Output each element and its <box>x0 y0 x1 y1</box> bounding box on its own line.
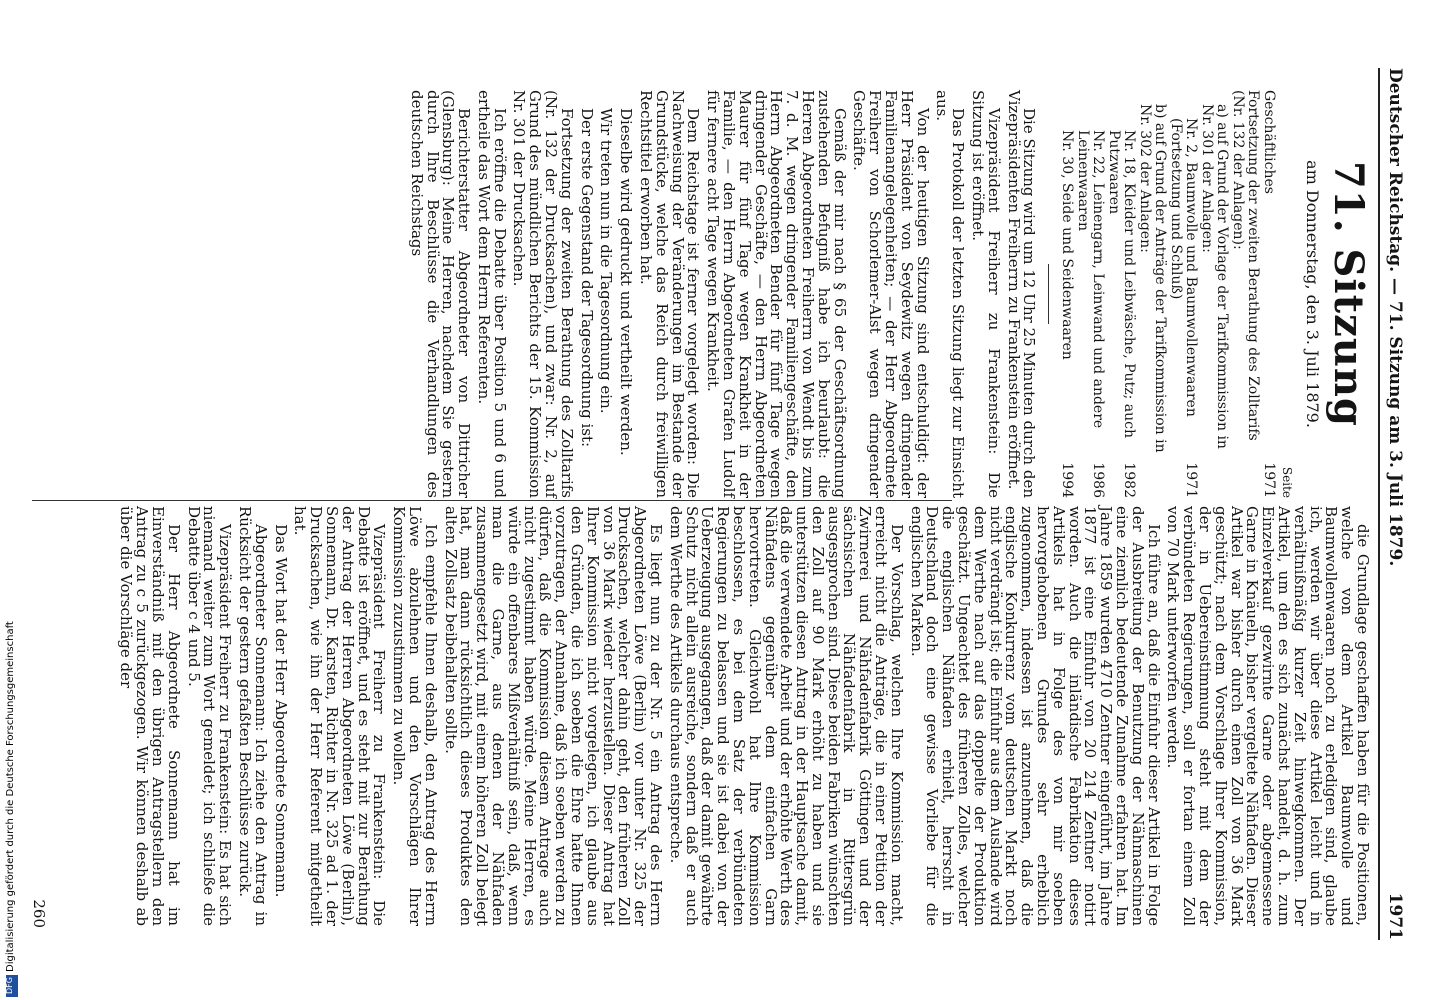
toc-item-text: Nr. 2, Baumwolle und Baumwollenwaaren (Fortsetzung und Schluß) <box>1168 118 1200 417</box>
toc-item <box>1199 90 1229 498</box>
toc-item <box>1137 90 1167 498</box>
paragraph: Ich führe an, daß die Einfuhr dieser Artikel in Folge der Ausbreitung der Benutzung der Nähmaschinen eine ziemlich bedeutende Zunahme erfahren hat. Im Jahre 1859 wurden 4710 Zentner eingeführt, im Jahre 1877 ist eine Einfuhr von 20 214 Zentner notirt worden. Auch die inländische Fabrikation dieses Artikels hat in Folge des von mir soeben hervorgehobenen Grundes sehr erheblich zugenommen, indessen ist anzunehmen, daß die englische Konkurrenz vom deutschen Markt noch nicht verdrängt ist; die Einfuhr aus dem Auslande wird dem Werthe nach auf das doppelte der Produktion geschätzt. Ungeachtet des früheren Zolles, welcher die englischen Nähfaden erhielt, herrscht in Deutschland doch eine gewisse Vorliebe für die englischen Marken. <box>907 506 1163 927</box>
left-column <box>60 90 1370 498</box>
paragraph: Vizepräsident Freiherr zu Frankenstein: Die Debatte ist eröffnet, und es steht mit zur Berathung der Antrag der Herren Abgeordneten Löwe (Berlin), Sonnemann, Dr. Karsten, Richter in Nr. 325 ad 1. der Drucksachen, wie ihn der Herr Referent mitgetheilt hat. <box>291 506 389 926</box>
right-column <box>60 506 1370 926</box>
left-body-text <box>407 90 1039 498</box>
session-title: 71. Sitzung <box>1325 161 1372 427</box>
toc-item <box>1075 90 1105 498</box>
paragraph: Es liegt nun zu der Nr. 5 ein Antrag des Herrn Abgeordneten Löwe (Berlin) vor unter Nr. 325 der Drucksachen, welcher dahin geht, den früheren Zoll von 36 Mark wieder herzustellen. Dieser Antrag hat Ihrer Kommission nicht vorgelegen, ich glaube aus den Gründen, die ich soeben die Ehre hatte Ihnen vorzutragen, der Annahme, daß ich soeben werden zu dürfen, daß die Kommission diesem Antrage auch nicht zugestimmt haben würde. Meine Herren, es würde ein offenbares Mißverhältniß sein, daß, wenn man die Garne, aus denen der Nähfaden zusammengesetzt wird, mit einem höheren Zoll belegt hat, man dann rücksichtlich dieses Produktes den alten Zollsatz beibehalten sollte. <box>441 506 665 926</box>
toc-item-page <box>1137 458 1167 498</box>
paragraph: Das Protokoll der letzten Sitzung liegt zur Einsicht aus. <box>933 90 968 498</box>
toc-item <box>1230 90 1260 498</box>
digitization-credit: Digitalisierung gefördert durch die Deutsche Forschungsgemeinschaft <box>5 621 16 972</box>
dfg-logo-icon: DFG <box>6 975 18 997</box>
paragraph: Die Sitzung wird um 12 Uhr 25 Minuten durch den Vizepräsidenten Freiherrn zu Frankenstein eröffnet. <box>1004 90 1039 498</box>
toc-item-text: a) auf Grund der Vorlage der Tarifkommission in Nr. 301 der Anlagen: <box>1199 104 1231 449</box>
paragraph: Dem Reichstage ist ferner vorgelegt worden: Die Nachweisung der Veränderungen im Bestande der Grundstücke, welche das Reich durch freiwilligen Rechtstitel erworben hat. <box>637 90 703 498</box>
paragraph: Der Herr Abgeordnete Sonnemann hat im Einverständniß mit den übrigen Antragstellern den Antrag zu c 5 zurückgezogen. Wir können deshalb ab über die Vorschläge der <box>117 506 183 926</box>
toc-item <box>1106 90 1136 498</box>
paragraph: Gemäß der mir nach § 65 der Geschäftsordnung zustehenden Befugniß habe ich beurlaubt: die Herren Abgeordneten Freiherrn von Wendt bis zum 7. d. M. wegen dringender Familiengeschäfte, den Herrn Abgeordneten Bender für fünf Tage wegen dringender Geschäfte, — den Herrn Abgeordneten Maurer für fünf Tage wegen Krankheit in der Familie, — den Herrn Abgeordneten Grafen Ludolf für fernere acht Tage wegen Krankheit. <box>704 90 849 498</box>
toc-list <box>1059 90 1276 498</box>
digitization-footer <box>4 0 18 1000</box>
running-header <box>1378 68 1404 940</box>
toc-item-page: 1982 <box>1121 462 1138 498</box>
paragraph: Ich empfehle Ihnen deshalb, den Antrag des Herrn Löwe abzulehnen und den Vorschlägen Ihrer Kommission zuzustimmen zu wollen. <box>390 506 440 926</box>
paragraph: Fortsetzung der zweiten Berathung des Zolltarifs (Nr. 132 der Drucksachen), und zwar: Nr. 2, auf Grund des mündlichen Berichts der 15. Kommission Nr. 301 der Drucksachen. <box>510 90 576 498</box>
toc-item-page: 1971 <box>1261 462 1278 498</box>
right-body-text <box>118 506 1370 926</box>
toc-item-page <box>1230 458 1260 498</box>
toc-item-text: Nr. 18, Kleider und Leibwäsche, Putz; auch Putzwaaren <box>1106 130 1138 438</box>
running-header-title: Deutscher Reichstag. — 71. Sitzung am 3. Juli 1879. <box>1385 68 1405 567</box>
toc-item-text: Fortsetzung der zweiten Berathung des Zolltarifs (Nr. 132 der Anlagen): <box>1230 90 1262 441</box>
paragraph: Das Wort hat der Herr Abgeordnete Sonnemann. <box>271 524 290 898</box>
table-of-contents <box>1059 90 1294 498</box>
toc-item-text: Nr. 30, Seide und Seidenwaaren <box>1059 130 1076 360</box>
paragraph: Berichterstatter Abgeordneter von Dittricher (Glensburg): Meine Herren, nachdem Sie gestern durch Ihre Beschlüsse die Verhandlungen des deutschen Reichstags <box>407 90 474 498</box>
toc-header <box>1278 90 1294 498</box>
paragraph: Von der heutigen Sitzung sind entschuldigt: der Herr Präsident von Seydewitz wegen dringender Familienangelegenheiten; — der Herr Abgeordnete Freiherr von Schorlemer-Alst wegen dringender Geschäfte. <box>850 90 932 498</box>
paragraph: Vizepräsident Freiherr zu Frankenstein: Die Sitzung ist eröffnet. <box>969 90 1003 498</box>
paragraph: Dieselbe wird gedruckt und vertheilt werden. <box>617 108 636 456</box>
toc-item-text: Nr. 22, Leinengarn, Leinwand und andere Leinenwaaren <box>1075 130 1107 429</box>
toc-item-page: 1986 <box>1090 462 1107 498</box>
toc-item <box>1168 90 1198 498</box>
running-header-page: 1971 <box>1385 892 1405 940</box>
paragraph: die Grundlage geschaffen haben für die Positionen, welche von dem Artikel Baumwolle und Baumwollenwaaren noch zu erledigen sind, glaube ich, werden wir über diese Artikel leicht und in verhältnißmäßig kurzer Zeit hinwegkommen. Der Artikel, um den es sich zunächst handelt, d. h. zum Einzelverkauf gezwirnte Garne oder abgemessene Garne in Knäueln, bisher vergeltete Nähfaden. Dieser Artikel war bisher durch einen Zoll von 36 Mark geschützt; nach dem Vorschlage Ihrer Kommission, der in Uebereinstimmung steht mit dem der verbündeten Regierungen, soll er fortan einem Zoll von 70 Mark unterworfen werden. <box>1164 506 1372 926</box>
paragraph: Der erste Gegenstand der Tagesordnung ist: <box>577 108 596 448</box>
paragraph: Abgeordneter Sonnemann: Ich ziehe den Antrag in Rücksicht der gestern gefaßten Beschlüsse zurück. <box>236 506 270 926</box>
toc-item-page <box>1199 458 1229 498</box>
toc-item-text: Geschäftliches <box>1261 90 1278 194</box>
toc-seite-label: Seite <box>1280 466 1295 498</box>
paragraph: Der Vorschlag, welchen Ihre Kommission macht, erreicht nicht die Anträge, die in einer Petition der Zwirnerei und Nähfadenfabrik Göttingen und der sächsischen Nähfadenfabrik in Rittersgrün ausgesprochen sind. Diese beiden Fabriken wünschten den Zoll auf 90 Mark erhöht zu haben und sie unterstützen diesen Antrag in der Hauptsache damit, daß die verwendete Arbeit und der erhöhte Werth des Nähfadens gegenüber dem einfachen Garn hervortreten. Gleichwohl hat Ihre Kommission beschlossen, es bei dem Satz der verbündeten Regierungen zu belassen und sie ist dabei von der Ueberzeugung ausgegangen, daß der damit gewährte Schutz nicht allein ausreiche, sondern daß er auch dem Werthe des Artikels durchaus entspreche. <box>666 506 906 926</box>
session-date: am Donnerstag, den 3. Juli 1879. <box>1303 160 1322 428</box>
toc-item-page: 1994 <box>1059 462 1076 498</box>
page-number: 260 <box>29 899 48 928</box>
paragraph: Ich eröffne die Debatte über Position 5 und 6 und ertheile das Wort dem Herrn Referenten. <box>474 90 509 498</box>
toc-item <box>1059 90 1074 498</box>
toc-item <box>1261 90 1276 498</box>
paragraph: Vizepräsident Freiherr zu Frankenstein: Es hat sich niemand weiter zum Wort gemeldet; ich schließe die Debatte über c 4 und 5. <box>184 506 235 926</box>
section-rule <box>1048 264 1049 324</box>
paragraph: Wir treten nun in die Tagesordnung ein. <box>597 108 616 414</box>
toc-item-page: 1971 <box>1183 462 1200 498</box>
toc-item-text: b) auf Grund der Anträge der Tarifkommission in Nr. 302 der Anlagen: <box>1137 104 1169 453</box>
column-divider <box>32 500 952 501</box>
